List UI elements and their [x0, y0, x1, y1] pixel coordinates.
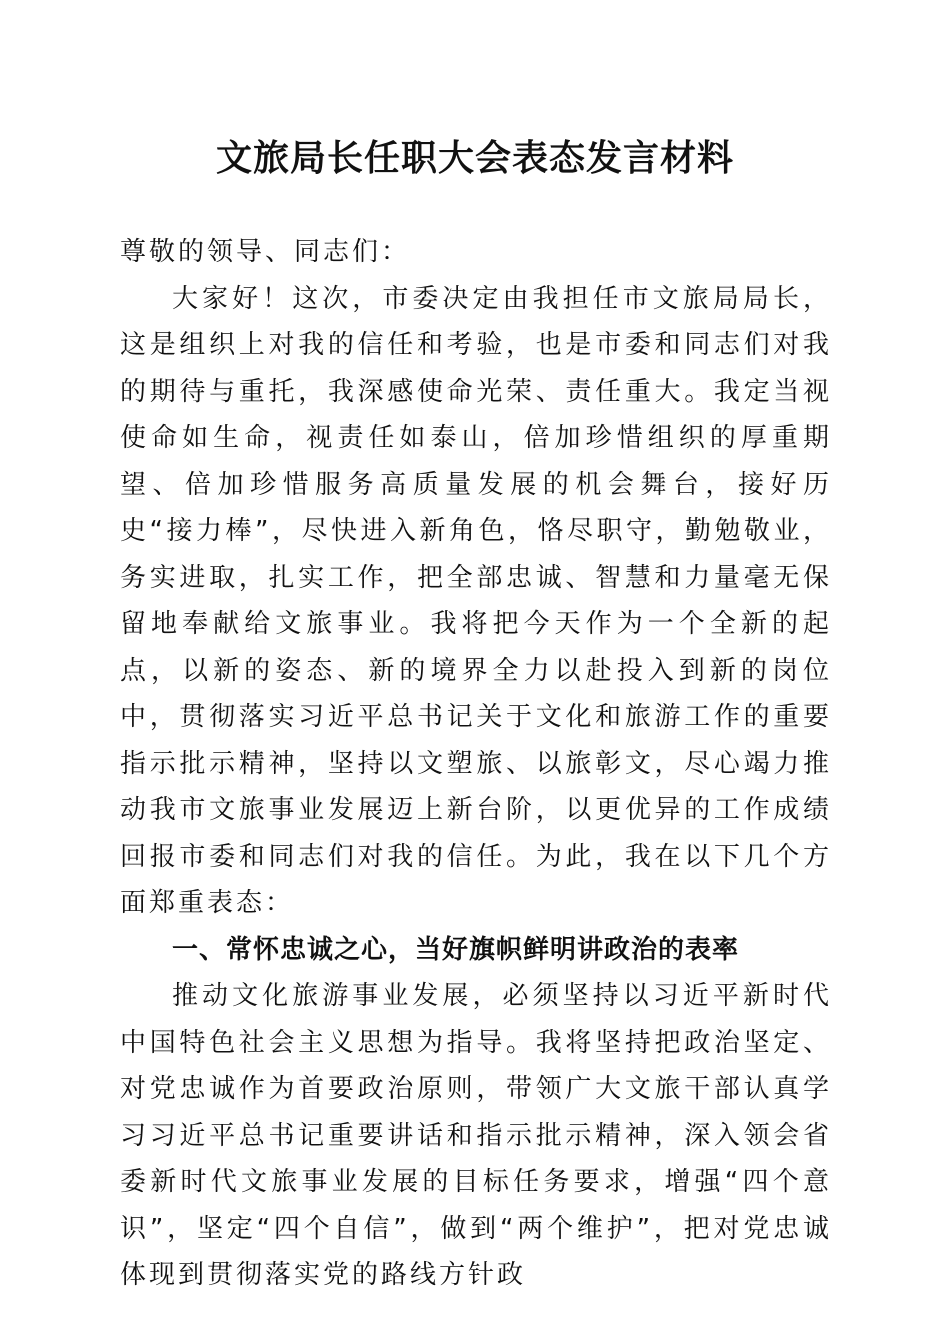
paragraph-opening: 大家好！这次，市委决定由我担任市文旅局局长，这是组织上对我的信任和考验，也是市委和同志们对我的期待与重托，我深感使命光荣、责任重大。我定当视使命如生命，视责任如泰山，倍加珍惜组织的厚重期望、倍加珍惜服务高质量发展的机会舞台，接好历史“接力棒”，尽快进入新角色，恪尽职守，勤勉敬业，务实进取，扎实工作，把全部忠诚、智慧和力量毫无保留地奉献给文旅事业。我将把今天作为一个全新的起点，以新的姿态、新的境界全力以赴投入到新的岗位中，贯彻落实习近平总书记关于文化和旅游工作的重要指示批示精神，坚持以文塑旅、以旅彰文，尽心竭力推动我市文旅事业发展迈上新台阶，以更优异的工作成绩回报市委和同志们对我的信任。为此，我在以下几个方面郑重表态：: [120, 283, 832, 918]
document-body: [120, 229, 832, 1299]
section-heading-1: 一、常怀忠诚之心，当好旗帜鲜明讲政治的表率: [172, 934, 740, 965]
document-title: 文旅局长任职大会表态发言材料: [215, 137, 734, 179]
salutation: 尊敬的领导、同志们：: [120, 237, 411, 267]
paragraph-section-1: 推动文化旅游事业发展，必须坚持以习近平新时代中国特色社会主义思想为指导。我将坚持把政治坚定、对党忠诚作为首要政治原则，带领广大文旅干部认真学习习近平总书记重要讲话和指示批示精神，深入领会省委新时代文旅事业发展的目标任务要求，增强“四个意识”，坚定“四个自信”，做到“两个维护”，把对党忠诚体现到贯彻落实党的路线方针政: [120, 981, 832, 1290]
